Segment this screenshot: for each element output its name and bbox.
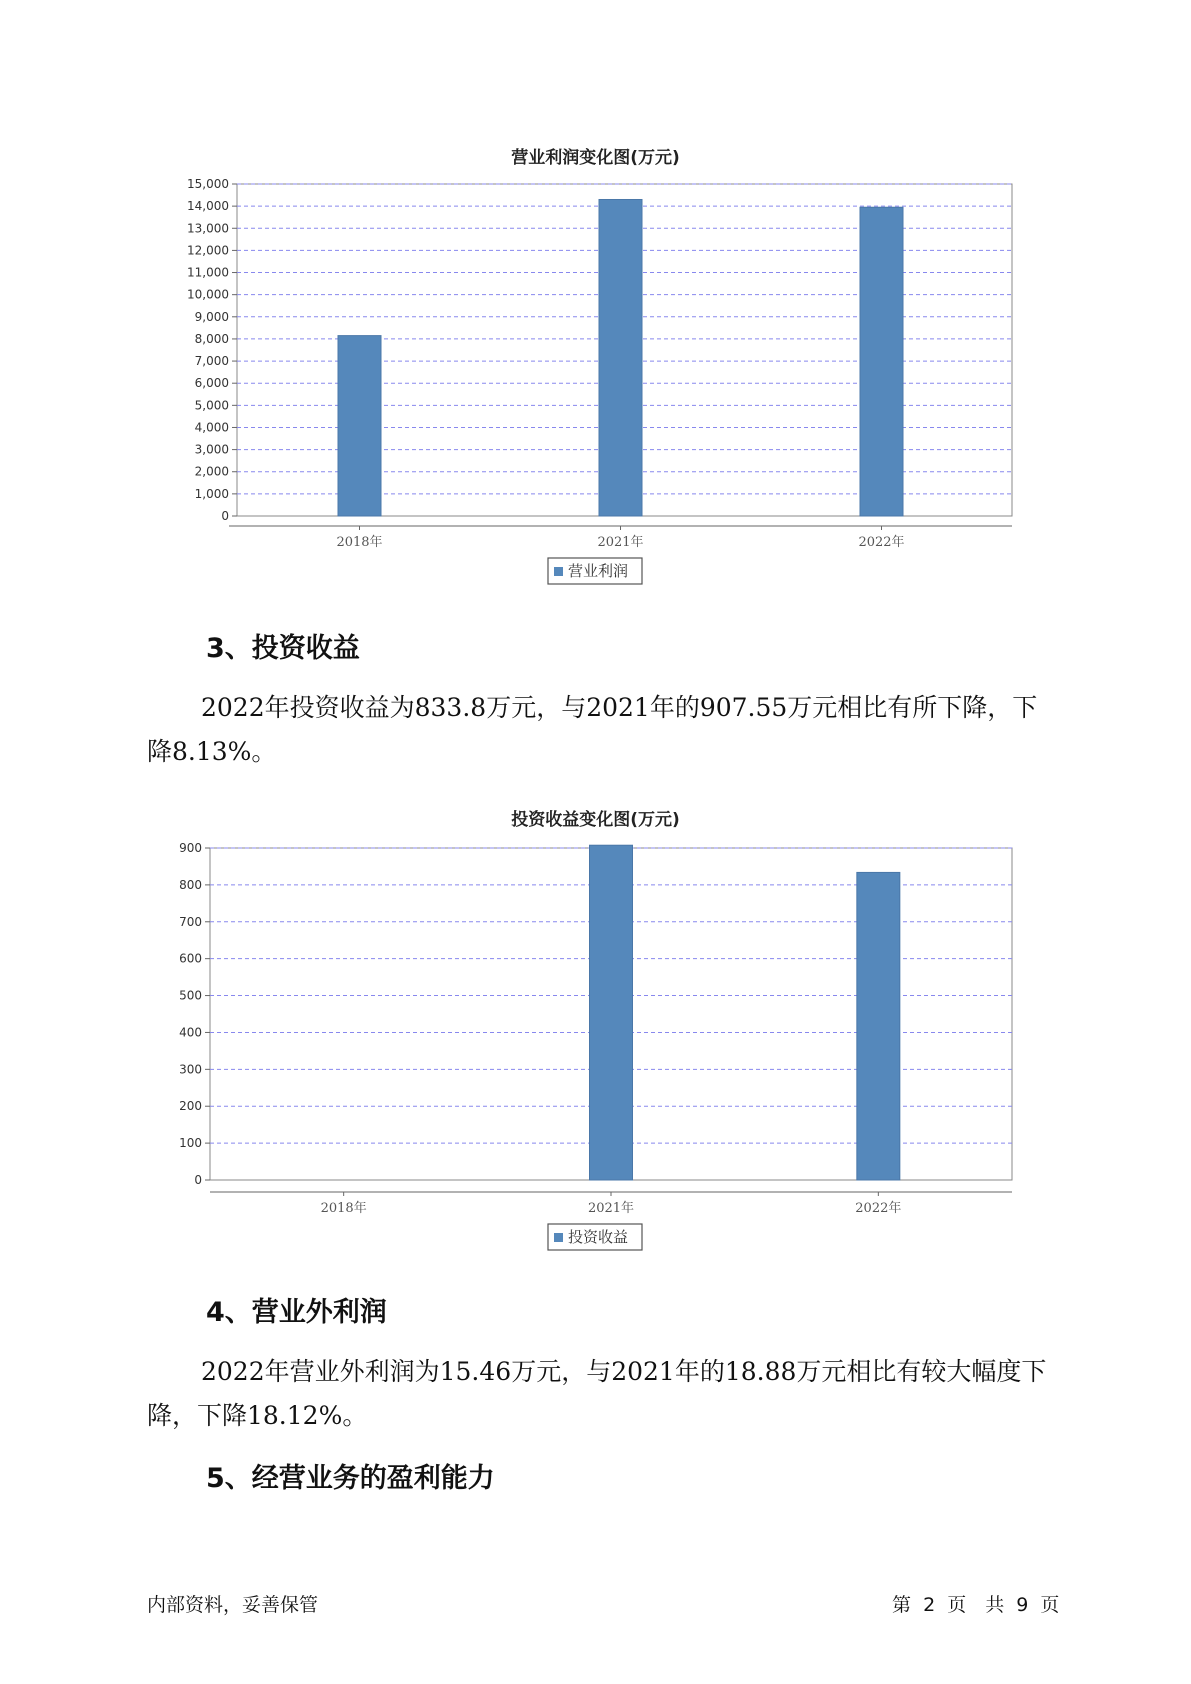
- y-tick-label: 9,000: [194, 309, 229, 324]
- y-tick-label: 200: [179, 1099, 202, 1114]
- y-tick-label: 4,000: [194, 420, 229, 435]
- y-tick-label: 6,000: [194, 376, 229, 391]
- x-tick-label: 2018年: [320, 1201, 367, 1216]
- bar: [860, 207, 903, 516]
- y-tick-label: 15,000: [187, 177, 229, 191]
- legend-swatch: [554, 567, 563, 576]
- bar: [590, 845, 633, 1180]
- chart-title: 投资收益变化图(万元): [511, 810, 680, 830]
- section-heading-5: 5、经营业务的盈利能力: [206, 1463, 495, 1494]
- y-tick-label: 1,000: [194, 486, 229, 501]
- x-tick-label: 2021年: [587, 1201, 635, 1216]
- x-tick-label: 2021年: [597, 535, 644, 550]
- x-tick-label: 2018年: [336, 535, 383, 550]
- y-tick-label: 0: [194, 1173, 202, 1187]
- y-tick-label: 600: [179, 951, 202, 966]
- y-tick-label: 800: [179, 877, 202, 892]
- y-tick-label: 900: [179, 841, 202, 855]
- y-tick-label: 14,000: [187, 199, 229, 214]
- legend: [548, 558, 642, 584]
- legend-swatch: [554, 1233, 563, 1242]
- x-tick-label: 2022年: [855, 1201, 902, 1216]
- y-tick-label: 100: [179, 1136, 202, 1151]
- y-tick-label: 12,000: [187, 243, 229, 258]
- bar: [599, 199, 642, 516]
- x-tick-label: 2022年: [858, 535, 905, 550]
- y-tick-label: 7,000: [194, 354, 229, 369]
- section-heading-3: 3、投资收益: [206, 633, 360, 664]
- section-heading-4: 4、营业外利润: [206, 1297, 387, 1328]
- y-tick-label: 700: [179, 914, 202, 929]
- y-tick-label: 11,000: [187, 265, 229, 280]
- page-suffix: 页: [1040, 1594, 1060, 1616]
- chart-operating-profit-svg: [0, 150, 1191, 590]
- page-current: 2: [923, 1594, 936, 1616]
- y-tick-label: 400: [179, 1025, 202, 1040]
- section-text-4: 2022年营业外利润为15.46万元，与2021年的18.88万元相比有较大幅度下降，下降18.12%。: [147, 1357, 1047, 1430]
- page-prefix: 第: [892, 1594, 912, 1616]
- chart-title: 营业利润变化图(万元): [511, 148, 680, 168]
- footer-page-number: [892, 1590, 1065, 1617]
- y-tick-label: 2,000: [194, 464, 229, 479]
- y-tick-label: 5,000: [194, 398, 229, 413]
- page-mid: 页 共: [947, 1594, 1005, 1616]
- y-tick-label: 3,000: [194, 442, 229, 457]
- y-tick-label: 8,000: [194, 331, 229, 346]
- y-tick-label: 300: [179, 1062, 202, 1077]
- bar: [857, 872, 900, 1180]
- y-tick-label: 10,000: [187, 287, 229, 302]
- y-tick-label: 0: [221, 509, 229, 523]
- chart-investment-income-svg: [0, 812, 1191, 1252]
- bar: [338, 336, 381, 516]
- y-tick-label: 13,000: [187, 221, 229, 236]
- y-tick-label: 500: [179, 988, 202, 1003]
- footer-confidential-note: 内部资料，妥善保管: [147, 1594, 319, 1616]
- legend-label: 营业利润: [568, 562, 629, 580]
- legend: [548, 1224, 642, 1250]
- legend-label: 投资收益: [568, 1228, 629, 1246]
- page-total: 9: [1016, 1594, 1029, 1616]
- section-text-3: 2022年投资收益为833.8万元，与2021年的907.55万元相比有所下降，下降8.13%。: [147, 693, 1038, 766]
